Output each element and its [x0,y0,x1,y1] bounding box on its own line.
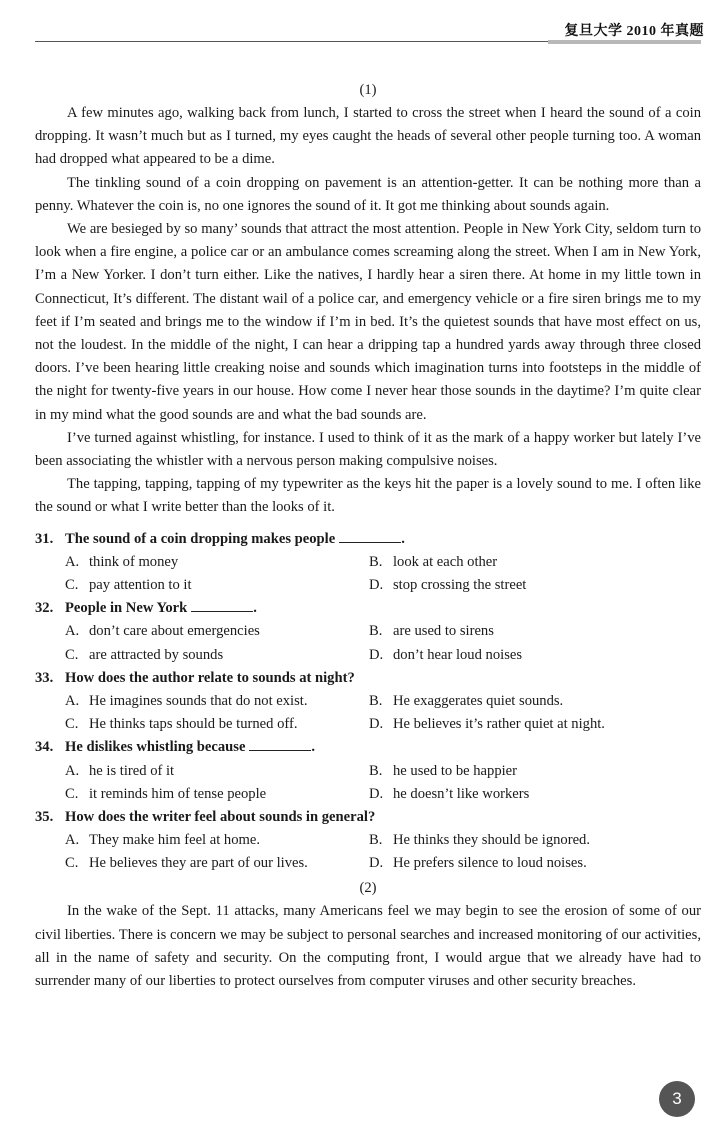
option-text: They make him feel at home. [89,832,261,849]
option-letter: D. [369,646,384,663]
option-text: it reminds him of tense people [89,785,267,802]
question-33 [35,667,701,737]
question-34 [35,736,701,806]
question-stem [35,597,701,620]
option-letter: B. [369,623,383,640]
question-number: 34. [35,739,54,756]
question-end: . [401,530,405,547]
question-list [35,528,701,876]
option-a[interactable] [65,760,369,783]
option-text: He prefers silence to loud noises. [393,855,587,872]
option-d[interactable] [369,644,699,667]
question-text: The sound of a coin dropping makes people [65,530,336,547]
option-letter: C. [65,785,79,802]
option-letter: B. [369,762,383,779]
option-letter: D. [369,855,384,872]
answer-blank [191,597,253,612]
question-text: How does the author relate to sounds at night? [65,669,355,686]
passage-1-paragraph: I’ve turned against whistling, for instance. I used to think of it as the mark of a happy worker but lately I’ve been associating the whistler with a nervous person making compulsive noises. [35,429,701,470]
option-grid [35,620,701,666]
passage-2-paragraph: In the wake of the Sept. 11 attacks, many Americans feel we may begin to see the erosion of some of our civil liberties. There is concern we may be subject to personal searches and increased monitoring of our activities, all in the name of safety and security. On the computing front, I would argue that we already have had to surrender many of our liberties to protect ourselves from computer viruses and other security breaches. [35,903,701,990]
passage-1-paragraph: We are besieged by so many’ sounds that attract the most attention. People in New York City, seldom turn to look when a fire engine, a police car or an ambulance comes screaming along the street. When I am in New York, I’m a New Yorker. I don’t turn either. Like the natives, I hardly hear a siren there. At home in my little town in Connecticut, It’s different. The distant wail of a police car, and emergency vehicle or a fire siren brings me to my feet if I’m seated and brings me to the window if I’m in bed. It’s the quietest sounds that have most effect on us, not the loudest. In the middle of the night, I can hear a dripping tap a hundred yards away through three closed doors. I’ve been hearing little creaking noise and sounds which imagination turns into footsteps in the middle of the night for twenty-five years in our house. How come I never hear those sounds in the daytime? I’m quite clear in my mind what the good sounds are and what the bad sounds are. [35,221,701,423]
passage-1-paragraph: A few minutes ago, walking back from lunch, I started to cross the street when I heard the sound of a coin dropping. It wasn’t much but as I turned, my eyes caught the heads of several other people turning too. A woman had dropped what appeared to be a dime. [35,105,701,168]
option-letter: B. [369,832,383,849]
option-a[interactable] [65,551,369,574]
page-content [35,79,701,993]
question-32 [35,597,701,667]
option-a[interactable] [65,620,369,643]
option-text: look at each other [393,553,498,570]
answer-blank [249,736,311,751]
option-letter: C. [65,716,79,733]
option-text: pay attention to it [89,577,192,594]
passage-1-paragraph: The tapping, tapping, tapping of my typewriter as the keys hit the paper is a lovely sound to me. I often like the sound or what I write better than the looks of it. [35,476,701,516]
option-text: He thinks taps should be turned off. [89,716,298,733]
option-text: don’t care about emergencies [89,623,260,640]
option-b[interactable] [369,760,699,783]
question-31 [35,528,701,598]
question-stem [35,736,701,759]
question-text: People in New York [65,600,188,617]
option-text: are used to sirens [393,623,494,640]
option-c[interactable] [65,574,369,597]
passage-2-label: (2) [359,880,377,897]
option-a[interactable] [65,690,369,713]
option-a[interactable] [65,829,369,852]
question-number: 31. [35,530,54,547]
passage-2 [35,877,701,993]
option-d[interactable] [369,783,699,806]
option-grid [35,760,701,806]
option-text: he used to be happier [393,762,518,779]
option-text: he doesn’t like workers [393,785,530,802]
option-c[interactable] [65,644,369,667]
option-grid [35,829,701,875]
option-text: He exaggerates quiet sounds. [393,692,564,709]
option-letter: D. [369,785,384,802]
option-letter: D. [369,716,384,733]
option-grid [35,551,701,597]
option-b[interactable] [369,690,699,713]
passage-1-paragraph: The tinkling sound of a coin dropping on pavement is an attention-getter. It can be nothing more than a penny. Whatever the coin is, no one ignores the sound of it. It got me thinking about sounds again. [35,174,701,214]
option-text: think of money [89,553,179,570]
question-end: . [253,600,257,617]
question-text: He dislikes whistling because [65,739,246,756]
option-c[interactable] [65,713,369,736]
question-end: . [311,739,316,756]
answer-blank [339,528,401,543]
option-letter: A. [65,623,80,640]
question-stem [35,806,701,829]
option-text: don’t hear loud noises [393,646,523,663]
page-number-badge: 3 [659,1081,695,1117]
option-text: He imagines sounds that do not exist. [89,692,308,709]
option-b[interactable] [369,620,699,643]
option-letter: C. [65,577,79,594]
option-c[interactable] [65,852,369,875]
question-stem [35,528,701,551]
option-d[interactable] [369,574,699,597]
option-letter: A. [65,832,80,849]
question-number: 32. [35,600,54,617]
option-text: He believes they are part of our lives. [89,855,308,872]
option-b[interactable] [369,829,699,852]
question-number: 35. [35,808,54,825]
question-number: 33. [35,669,54,686]
option-letter: D. [369,577,384,594]
option-c[interactable] [65,783,369,806]
option-d[interactable] [369,852,699,875]
option-letter: B. [369,553,383,570]
option-letter: A. [65,553,80,570]
option-d[interactable] [369,713,699,736]
passage-1 [35,102,701,520]
option-text: He believes it’s rather quiet at night. [393,716,605,733]
option-letter: C. [65,646,79,663]
option-letter: C. [65,855,79,872]
option-text: stop crossing the street [393,577,527,594]
option-letter: A. [65,762,80,779]
option-letter: B. [369,692,383,709]
exam-header-title: 复旦大学 2010 年真题 [564,24,704,39]
passage-1-label: (1) [359,82,377,98]
option-b[interactable] [369,551,699,574]
option-letter: A. [65,692,80,709]
question-stem [35,667,701,690]
header-accent-bar [548,40,701,44]
option-text: are attracted by sounds [89,646,224,663]
option-text: He thinks they should be ignored. [393,832,590,849]
question-35 [35,806,701,876]
option-text: he is tired of it [89,762,175,779]
option-grid [35,690,701,736]
question-text: How does the writer feel about sounds in general? [65,808,376,825]
